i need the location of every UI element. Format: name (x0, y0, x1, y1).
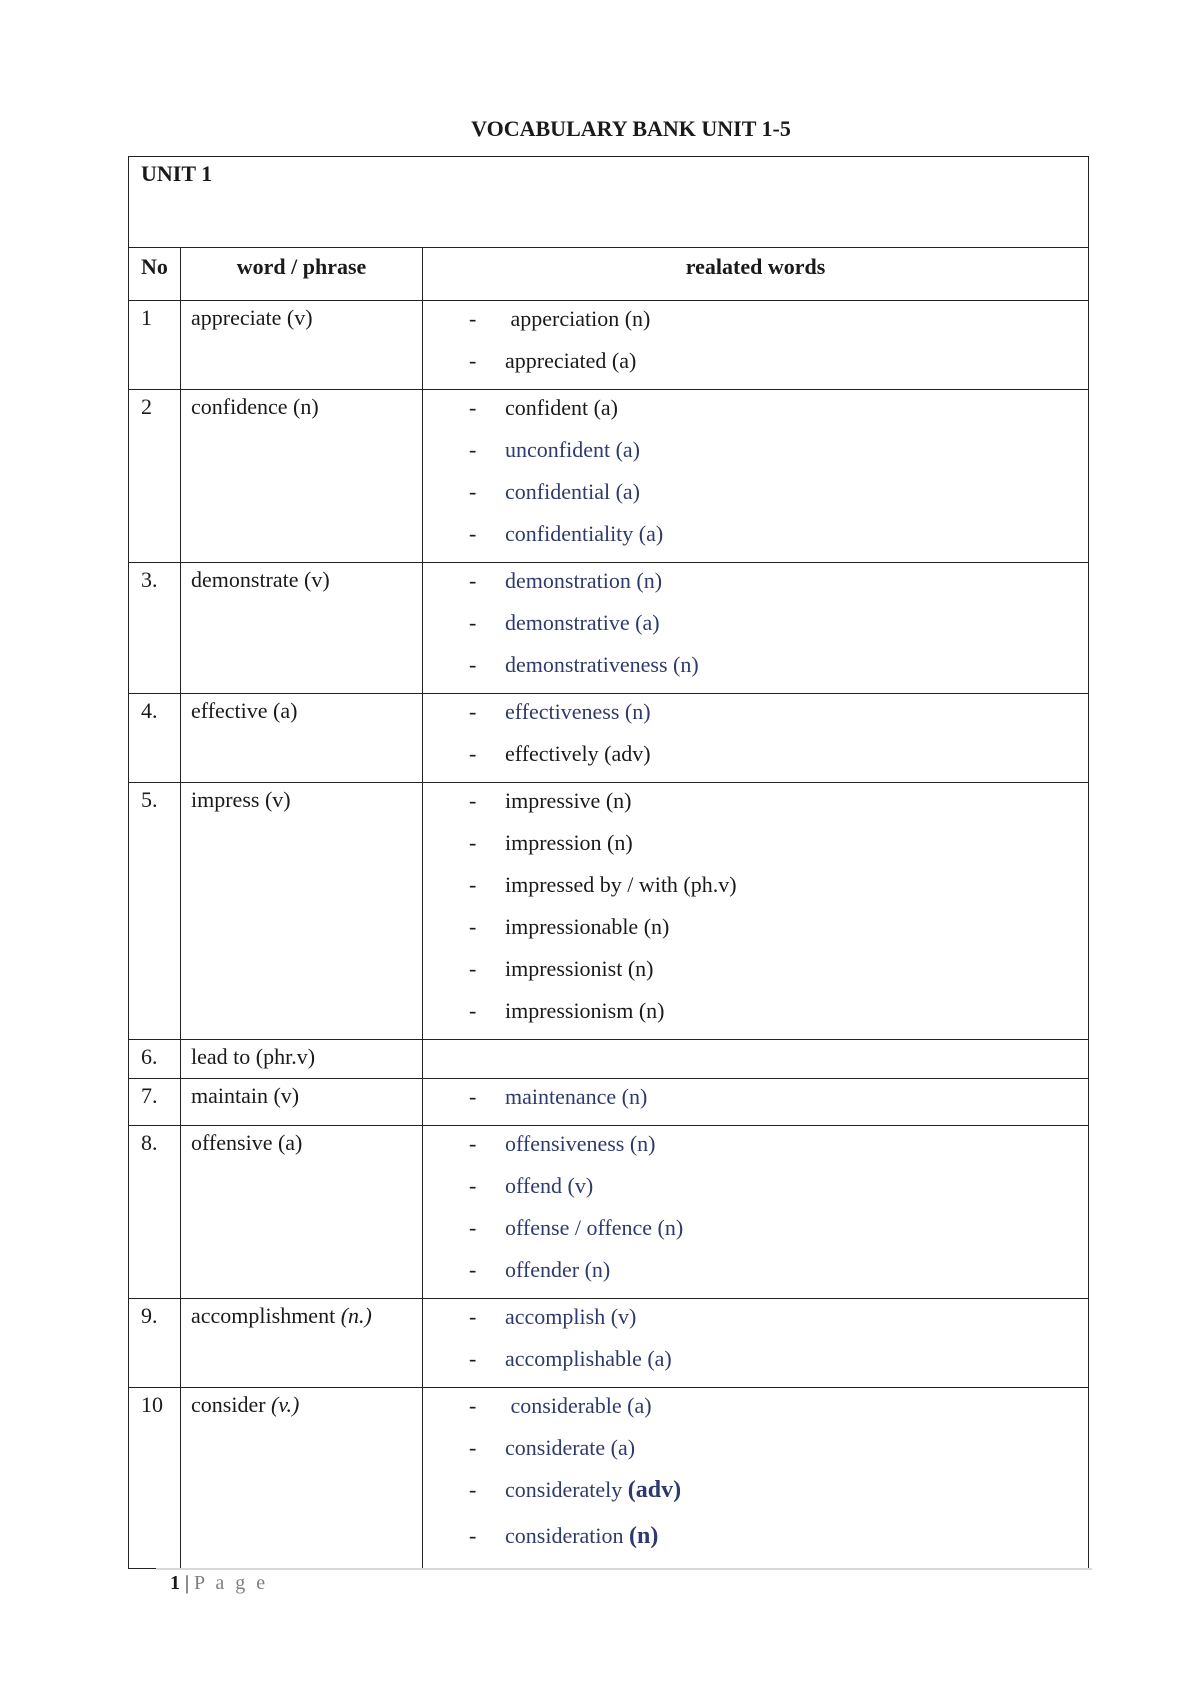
bullet-dash: - (469, 395, 477, 420)
related-words-cell (423, 694, 1089, 783)
related-words-cell (423, 1079, 1089, 1126)
related-words-cell (423, 301, 1089, 390)
related-word-item (469, 738, 1088, 780)
related-word-item (469, 1520, 1088, 1566)
related-word-item (469, 785, 1088, 827)
word-phrase: appreciate (v) (191, 305, 313, 330)
related-word: impression (n) (505, 830, 633, 855)
related-word: confidentiality (a) (505, 521, 664, 546)
bullet-dash: - (469, 437, 477, 462)
header-related-words: realated words (423, 248, 1089, 301)
word-phrase: effective (a) (191, 698, 298, 723)
bullet-dash: - (469, 1393, 477, 1418)
bullet-dash: - (469, 872, 477, 897)
related-word: impressionable (n) (505, 914, 670, 939)
related-word-item (469, 565, 1088, 607)
word-phrase: maintain (v) (191, 1083, 300, 1108)
related-word-item (469, 345, 1088, 387)
unit-heading: UNIT 1 (129, 157, 1089, 248)
bullet-dash: - (469, 914, 477, 939)
header-word-phrase: word / phrase (181, 248, 423, 301)
row-number: 1 (129, 301, 181, 390)
related-word-item (469, 1390, 1088, 1432)
related-words-cell (423, 1388, 1089, 1569)
bullet-dash: - (469, 479, 477, 504)
word-phrase: confidence (n) (191, 394, 319, 419)
related-word-part-of-speech: (adv) (627, 1477, 682, 1503)
word-cell (181, 1040, 423, 1079)
related-word: offend (v) (505, 1173, 594, 1198)
bullet-dash: - (469, 1523, 477, 1548)
related-word: impressive (n) (505, 788, 632, 813)
bullet-dash: - (469, 998, 477, 1023)
table-row (129, 1040, 1089, 1079)
related-word: accomplishable (a) (505, 1346, 672, 1371)
table-row (129, 1079, 1089, 1126)
bullet-dash: - (469, 652, 477, 677)
related-word-item (469, 649, 1088, 691)
word-part-of-speech: (v.) (271, 1392, 300, 1417)
word-cell (181, 390, 423, 563)
bullet-dash: - (469, 741, 477, 766)
bullet-dash: - (469, 788, 477, 813)
table-row (129, 694, 1089, 783)
related-word-item (469, 1128, 1088, 1170)
related-word: appreciated (a) (505, 348, 637, 373)
bullet-dash: - (469, 1215, 477, 1240)
word-cell (181, 1126, 423, 1299)
page-title: VOCABULARY BANK UNIT 1-5 (471, 116, 791, 141)
page-number: 1 (170, 1572, 180, 1594)
page-footer (170, 1572, 268, 1595)
related-word-item (469, 518, 1088, 560)
related-word-item (469, 1254, 1088, 1296)
bullet-dash: - (469, 830, 477, 855)
table-row (129, 1388, 1089, 1569)
related-word-item (469, 1212, 1088, 1254)
related-word: accomplish (v) (505, 1304, 637, 1329)
bullet-dash: - (469, 1084, 477, 1109)
word-cell (181, 1388, 423, 1569)
bullet-dash: - (469, 1304, 477, 1329)
word-phrase: impress (v) (191, 787, 291, 812)
table-row (129, 1126, 1089, 1299)
related-word-item (469, 303, 1088, 345)
related-word: effectiveness (n) (505, 699, 651, 724)
table-row (129, 783, 1089, 1040)
related-word: offensiveness (n) (505, 1131, 656, 1156)
related-word: consideration (505, 1523, 630, 1548)
related-words-cell (423, 1126, 1089, 1299)
table-row (129, 390, 1089, 563)
table-row (129, 1299, 1089, 1388)
related-word: offense / offence (n) (505, 1215, 684, 1240)
page-label: P a g e (194, 1572, 269, 1594)
bullet-dash: - (469, 956, 477, 981)
word-phrase: demonstrate (v) (191, 567, 330, 592)
related-word-item (469, 953, 1088, 995)
related-word: offender (n) (505, 1257, 611, 1282)
row-number: 9. (129, 1299, 181, 1388)
bullet-dash: - (469, 610, 477, 635)
related-word-item (469, 1343, 1088, 1385)
related-word-item (469, 869, 1088, 911)
bullet-dash: - (469, 306, 477, 331)
related-word-item (469, 1301, 1088, 1343)
word-cell (181, 694, 423, 783)
related-word-item (469, 476, 1088, 518)
bullet-dash: - (469, 1435, 477, 1460)
bullet-dash: - (469, 1477, 477, 1502)
row-number: 2 (129, 390, 181, 563)
related-word-item (469, 607, 1088, 649)
related-word-item (469, 434, 1088, 476)
related-word-item (469, 911, 1088, 953)
footer-divider (156, 1568, 1092, 1570)
related-word: considerately (505, 1477, 628, 1502)
related-words-cell (423, 783, 1089, 1040)
word-cell (181, 1299, 423, 1388)
related-word: apperciation (n) (505, 306, 651, 331)
table-row (129, 563, 1089, 694)
related-word: effectively (adv) (505, 741, 651, 766)
bullet-dash: - (469, 1257, 477, 1282)
word-phrase: lead to (phr.v) (191, 1044, 316, 1069)
related-words-cell (423, 1299, 1089, 1388)
related-word-item (469, 1474, 1088, 1520)
row-number: 6. (129, 1040, 181, 1079)
related-word-item (469, 1432, 1088, 1474)
related-word: confident (a) (505, 395, 618, 420)
related-word-part-of-speech: (n) (629, 1523, 659, 1549)
related-word: demonstrativeness (n) (505, 652, 699, 677)
related-words-cell (423, 1040, 1089, 1079)
row-number: 3. (129, 563, 181, 694)
word-cell (181, 1079, 423, 1126)
vocabulary-table (128, 156, 1089, 1569)
word-phrase: offensive (a) (191, 1130, 303, 1155)
related-word: unconfident (a) (505, 437, 640, 462)
bullet-dash: - (469, 568, 477, 593)
related-word: considerable (a) (505, 1393, 652, 1418)
bullet-dash: - (469, 521, 477, 546)
bullet-dash: - (469, 1346, 477, 1371)
related-word-item (469, 392, 1088, 434)
row-number: 10 (129, 1388, 181, 1569)
related-word-item (469, 696, 1088, 738)
word-cell (181, 301, 423, 390)
bullet-dash: - (469, 1131, 477, 1156)
related-word: impressed by / with (ph.v) (505, 872, 737, 897)
row-number: 7. (129, 1079, 181, 1126)
bullet-dash: - (469, 1173, 477, 1198)
word-cell (181, 783, 423, 1040)
word-part-of-speech: (n.) (340, 1303, 372, 1328)
table-row (129, 301, 1089, 390)
row-number: 4. (129, 694, 181, 783)
related-words-cell (423, 390, 1089, 563)
word-phrase: accomplishment (191, 1303, 341, 1328)
table-header-row (129, 248, 1089, 301)
related-words-cell (423, 563, 1089, 694)
related-word-item (469, 1081, 1088, 1123)
bullet-dash: - (469, 348, 477, 373)
row-number: 8. (129, 1126, 181, 1299)
word-cell (181, 563, 423, 694)
related-word: confidential (a) (505, 479, 640, 504)
header-no: No (129, 248, 181, 301)
footer-separator: | (185, 1572, 190, 1594)
related-word: impressionist (n) (505, 956, 654, 981)
related-word-item (469, 1170, 1088, 1212)
related-word: considerate (a) (505, 1435, 636, 1460)
bullet-dash: - (469, 699, 477, 724)
related-word: demonstration (n) (505, 568, 663, 593)
related-word: impressionism (n) (505, 998, 665, 1023)
related-word-item (469, 995, 1088, 1037)
row-number: 5. (129, 783, 181, 1040)
word-phrase: consider (191, 1392, 272, 1417)
related-word-item (469, 827, 1088, 869)
related-word: maintenance (n) (505, 1084, 648, 1109)
related-word: demonstrative (a) (505, 610, 660, 635)
